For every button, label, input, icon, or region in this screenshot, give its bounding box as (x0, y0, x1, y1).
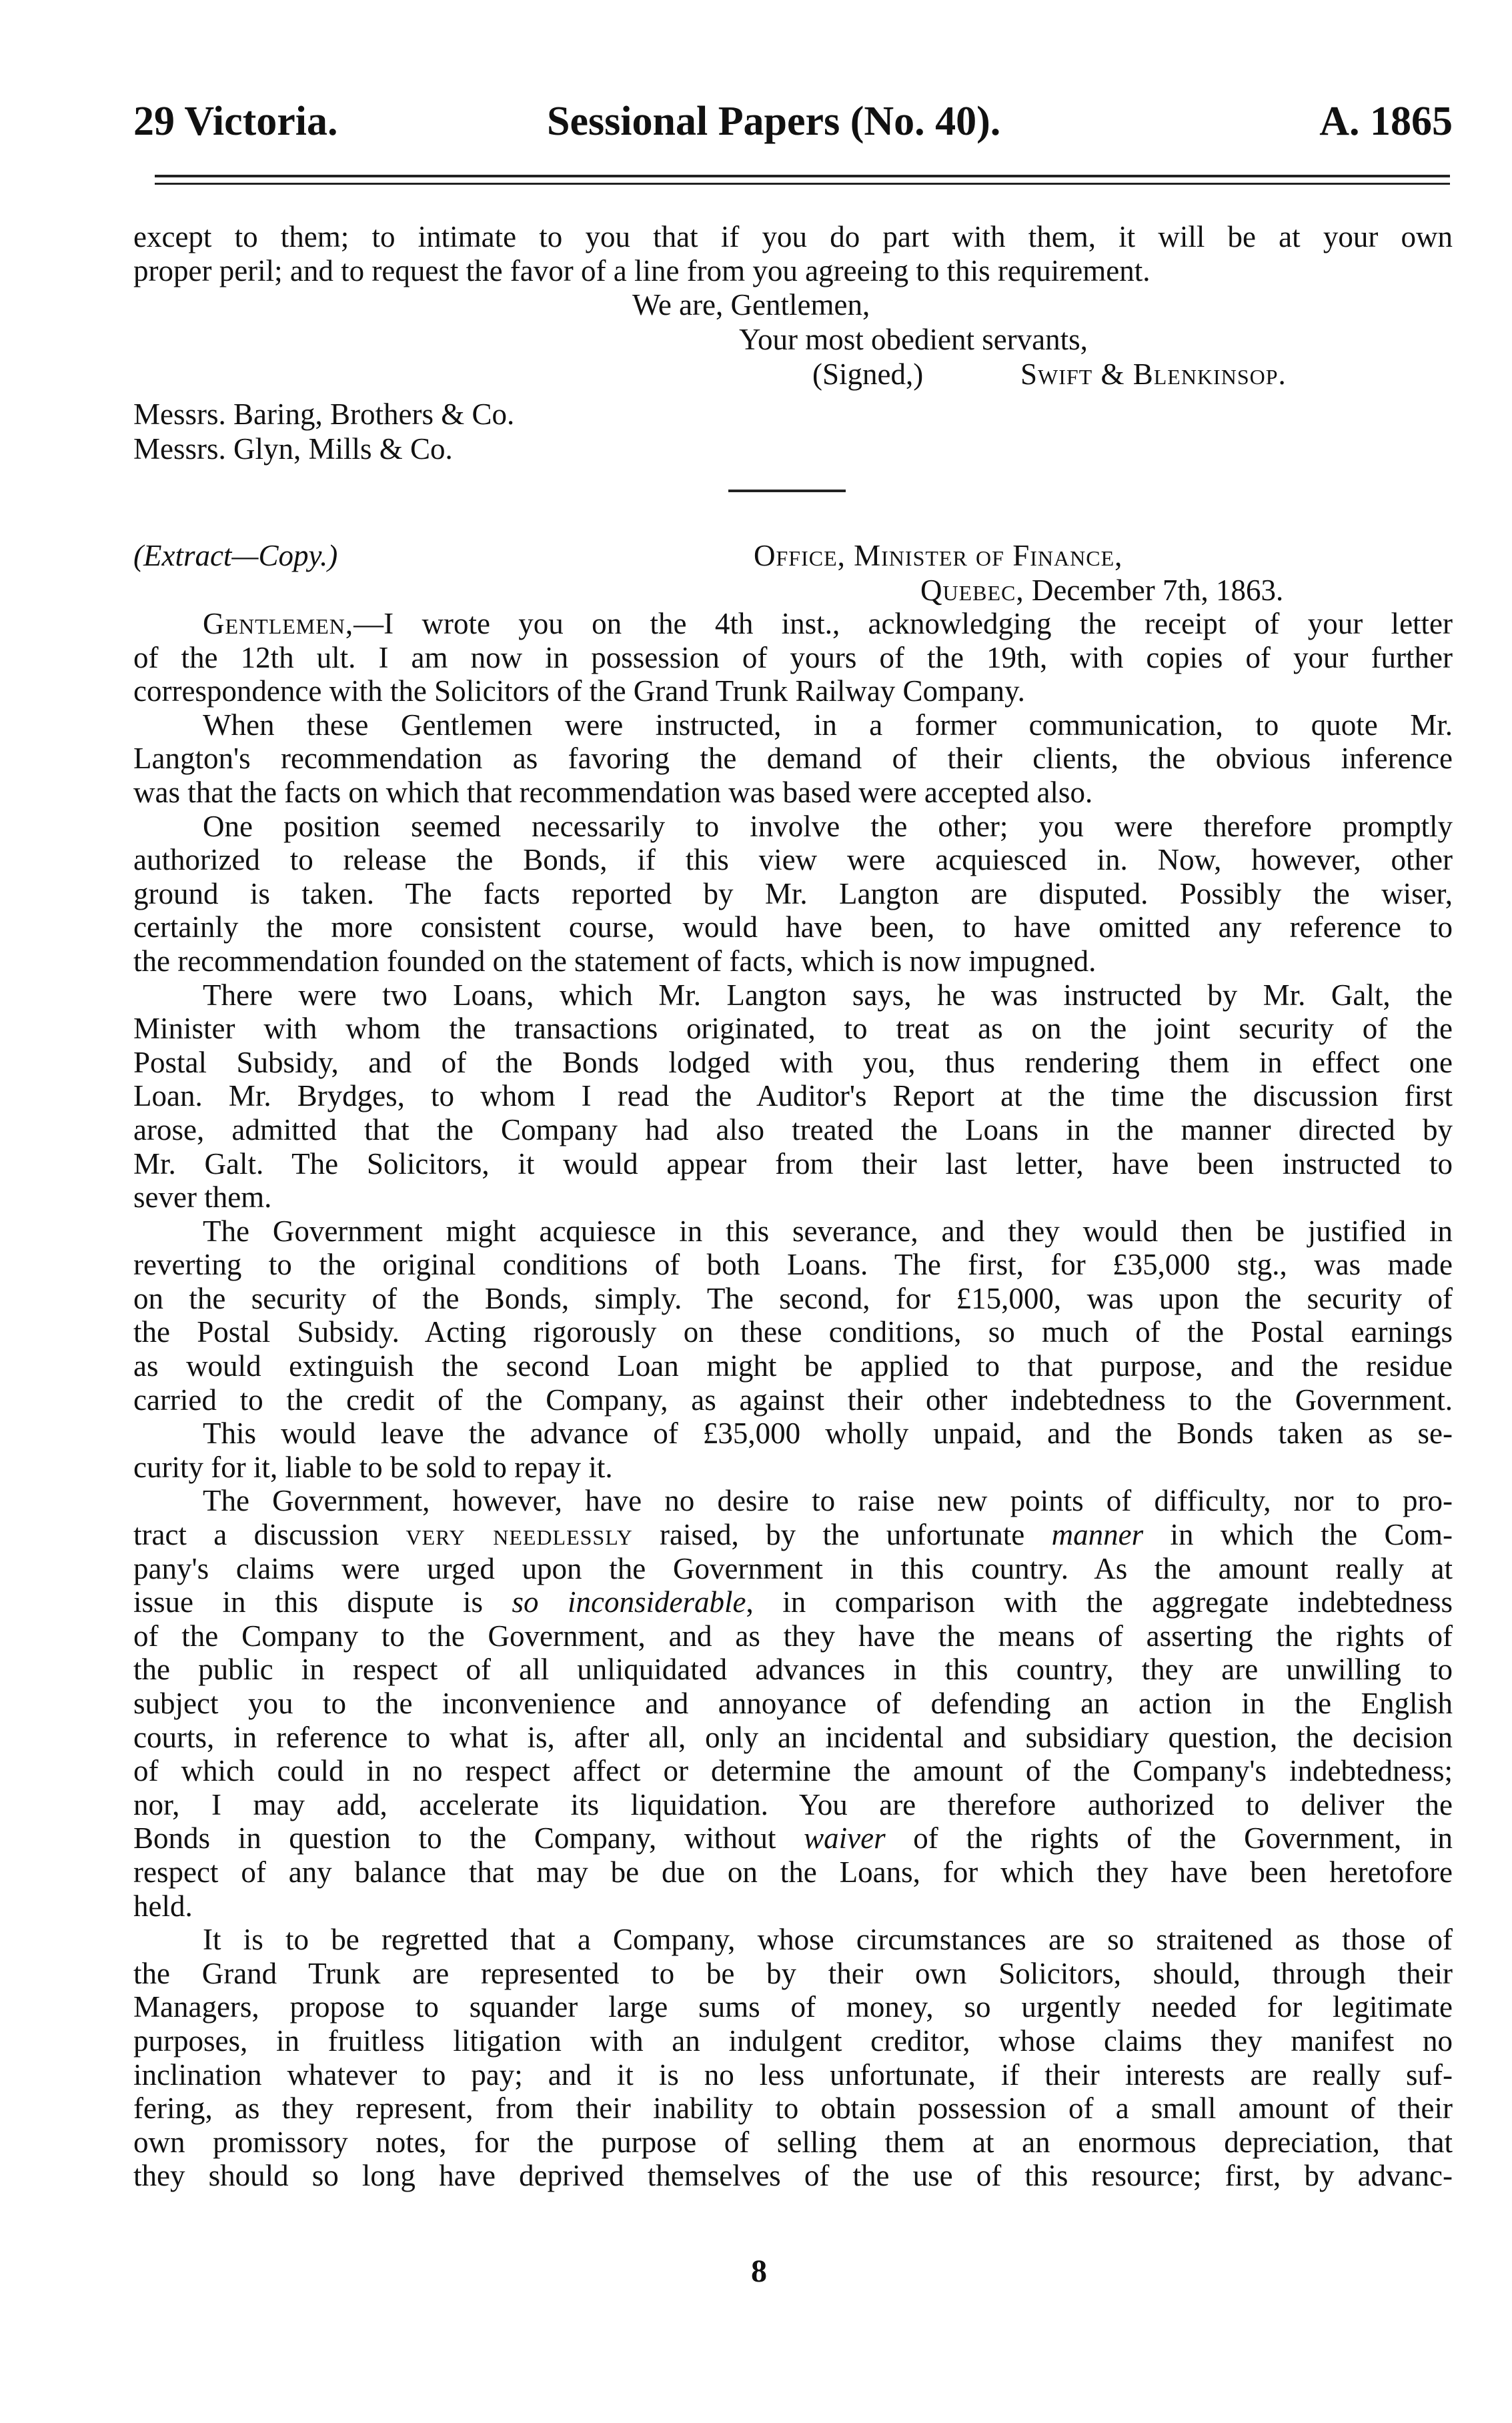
text-line: certainly the more consistent course, would have been, to have omitted any reference to (133, 910, 1453, 944)
letter-continuation (133, 220, 1453, 287)
text-line: ground is taken. The facts reported by Mr. Langton are disputed. Possibly the wiser, (133, 876, 1453, 910)
text-line: This would leave the advance of £35,000 wholly unpaid, and the Bonds taken as se- (203, 1417, 1453, 1451)
text-line: the recommendation founded on the statement of facts, which is now impugned. (133, 944, 1096, 978)
emphasis-text: very needlessly (406, 1518, 633, 1552)
text-line: the Postal Subsidy. Acting rigorously on these conditions, so much of the Postal earnings (133, 1315, 1453, 1349)
text-line: of the 12th ult. I am now in possession of yours of the 19th, with copies of your further (133, 640, 1453, 674)
signed-label: (Signed,) (812, 357, 924, 391)
text-line: purposes, in fruitless litigation with an indulgent creditor, whose claims they manifest no (133, 2024, 1453, 2058)
page-number: 8 (751, 2254, 767, 2289)
text-line: of the Company to the Government, and as they have the means of asserting the rights of (133, 1619, 1453, 1653)
text-line: correspondence with the Solicitors of the Grand Trunk Railway Company. (133, 674, 1025, 708)
dateline (920, 574, 1283, 608)
text-line: was that the facts on which that recommendation was based were accepted also. (133, 775, 1093, 809)
closing-line: We are, Gentlemen, (632, 288, 870, 321)
place-name: Quebec, (920, 574, 1024, 607)
text-line: curity for it, liable to be sold to repay it. (133, 1450, 613, 1484)
letter-date: December 7th, 1863. (1031, 574, 1284, 607)
text-line: tract a discussion very needlessly raised, by the unfortunate manner in which the Com- (133, 1518, 1453, 1552)
text-line: Gentlemen,—I wrote you on the 4th inst., acknowledging the receipt of your letter (203, 607, 1453, 640)
text-line: Bonds in question to the Company, without waiver of the rights of the Government, in (133, 1821, 1453, 1855)
section-divider (728, 490, 846, 492)
addressee: Messrs. Glyn, Mills & Co. (133, 432, 453, 466)
header-session: 29 Victoria. (133, 99, 338, 144)
salutation: Gentlemen, (203, 607, 354, 640)
text-line: fering, as they represent, from their inability to obtain possession of a small amount of their (133, 2092, 1453, 2126)
text-line: respect of any balance that may be due on the Loans, for which they have been heretofore (133, 1855, 1453, 1889)
emphasis-text: waiver (804, 1821, 886, 1855)
text-line: pany's claims were urged upon the Government in this country. As the amount really at (133, 1551, 1453, 1585)
header-rule (155, 175, 1450, 177)
emphasis-text: manner (1051, 1518, 1144, 1552)
addressee: Messrs. Baring, Brothers & Co. (133, 397, 515, 431)
text-line: inclination whatever to pay; and it is no less unfortunate, if their interests are really suf- (133, 2058, 1453, 2092)
text-line: authorized to release the Bonds, if this view were acquiesced in. Now, however, other (133, 843, 1453, 877)
text-line: subject you to the inconvenience and annoyance of defending an action in the English (133, 1687, 1453, 1720)
text-line: carried to the credit of the Company, as against their other indebtedness to the Government. (133, 1383, 1453, 1417)
text-line: There were two Loans, which Mr. Langton says, he was instructed by Mr. Galt, the (203, 978, 1453, 1012)
office-heading: Office, Minister of Finance, (754, 539, 1123, 572)
text-line: Minister with whom the transactions originated, to treat as on the joint security of the (133, 1012, 1453, 1046)
text-line: The Government might acquiesce in this severance, and they would then be justified in (203, 1214, 1453, 1248)
text-line: the public in respect of all unliquidated advances in this country, they are unwilling to (133, 1653, 1453, 1687)
running-header (133, 95, 1453, 148)
header-title: Sessional Papers (No. 40). (547, 99, 1001, 144)
text-line: Mr. Galt. The Solicitors, it would appear from their last letter, have been instructed to (133, 1146, 1453, 1180)
text-line: One position seemed necessarily to involve the other; you were therefore promptly (203, 809, 1453, 843)
valediction-line: Your most obedient servants, (739, 323, 1088, 356)
extract-heading (133, 539, 1453, 573)
text-line: except to them; to intimate to you that if you do part with them, it will be at your own (133, 220, 1453, 253)
emphasis-text: so inconsiderable (512, 1585, 746, 1619)
text-line: nor, I may add, accelerate its liquidation. You are therefore authorized to deliver the (133, 1787, 1453, 1821)
text-line: issue in this dispute is so inconsiderable, in comparison with the aggregate indebtedness (133, 1585, 1453, 1619)
header-year: A. 1865 (1319, 99, 1453, 144)
text-line: Postal Subsidy, and of the Bonds lodged with you, thus rendering them in effect one (133, 1045, 1453, 1079)
text-line: as would extinguish the second Loan might be applied to that purpose, and the residue (133, 1349, 1453, 1383)
text-line: of which could in no respect affect or determine the amount of the Company's indebtedness; (133, 1754, 1453, 1788)
text-line: Loan. Mr. Brydges, to whom I read the Auditor's Report at the time the discussion first (133, 1079, 1453, 1113)
text-line: the Grand Trunk are represented to be by their own Solicitors, should, through their (133, 1956, 1453, 1990)
text-line: courts, in reference to what is, after all, only an incidental and subsidiary question, the decision (133, 1720, 1453, 1754)
text-line: sever them. (133, 1180, 272, 1215)
text-line: held. (133, 1889, 193, 1923)
text-line: own promissory notes, for the purpose of selling them at an enormous depreciation, that (133, 2125, 1453, 2159)
text-line: they should so long have deprived themselves of the use of this resource; first, by advanc- (133, 2159, 1453, 2193)
text-line: proper peril; and to request the favor of a line from you agreeing to this requirement. (133, 253, 1151, 287)
text-line: on the security of the Bonds, simply. The second, for £15,000, was upon the security of (133, 1281, 1453, 1315)
header-rule-double (155, 183, 1450, 185)
letter-body (133, 607, 1453, 2193)
text-line: The Government, however, have no desire to raise new points of difficulty, nor to pro- (203, 1484, 1453, 1518)
text-line: arose, admitted that the Company had also treated the Loans in the manner directed by (133, 1112, 1453, 1146)
text-line: It is to be regretted that a Company, whose circumstances are so straitened as those of (203, 1923, 1453, 1957)
text-line: When these Gentlemen were instructed, in a former communication, to quote Mr. (203, 708, 1453, 742)
text-line: Langton's recommendation as favoring the demand of their clients, the obvious inference (133, 742, 1453, 776)
text-line: reverting to the original conditions of both Loans. The first, for £35,000 stg., was made (133, 1248, 1453, 1282)
signatory: Swift & Blenkinsop. (1020, 357, 1287, 391)
text-line: Managers, propose to squander large sums of money, so urgently needed for legitimate (133, 1990, 1453, 2024)
extract-label: (Extract—Copy.) (133, 539, 338, 572)
